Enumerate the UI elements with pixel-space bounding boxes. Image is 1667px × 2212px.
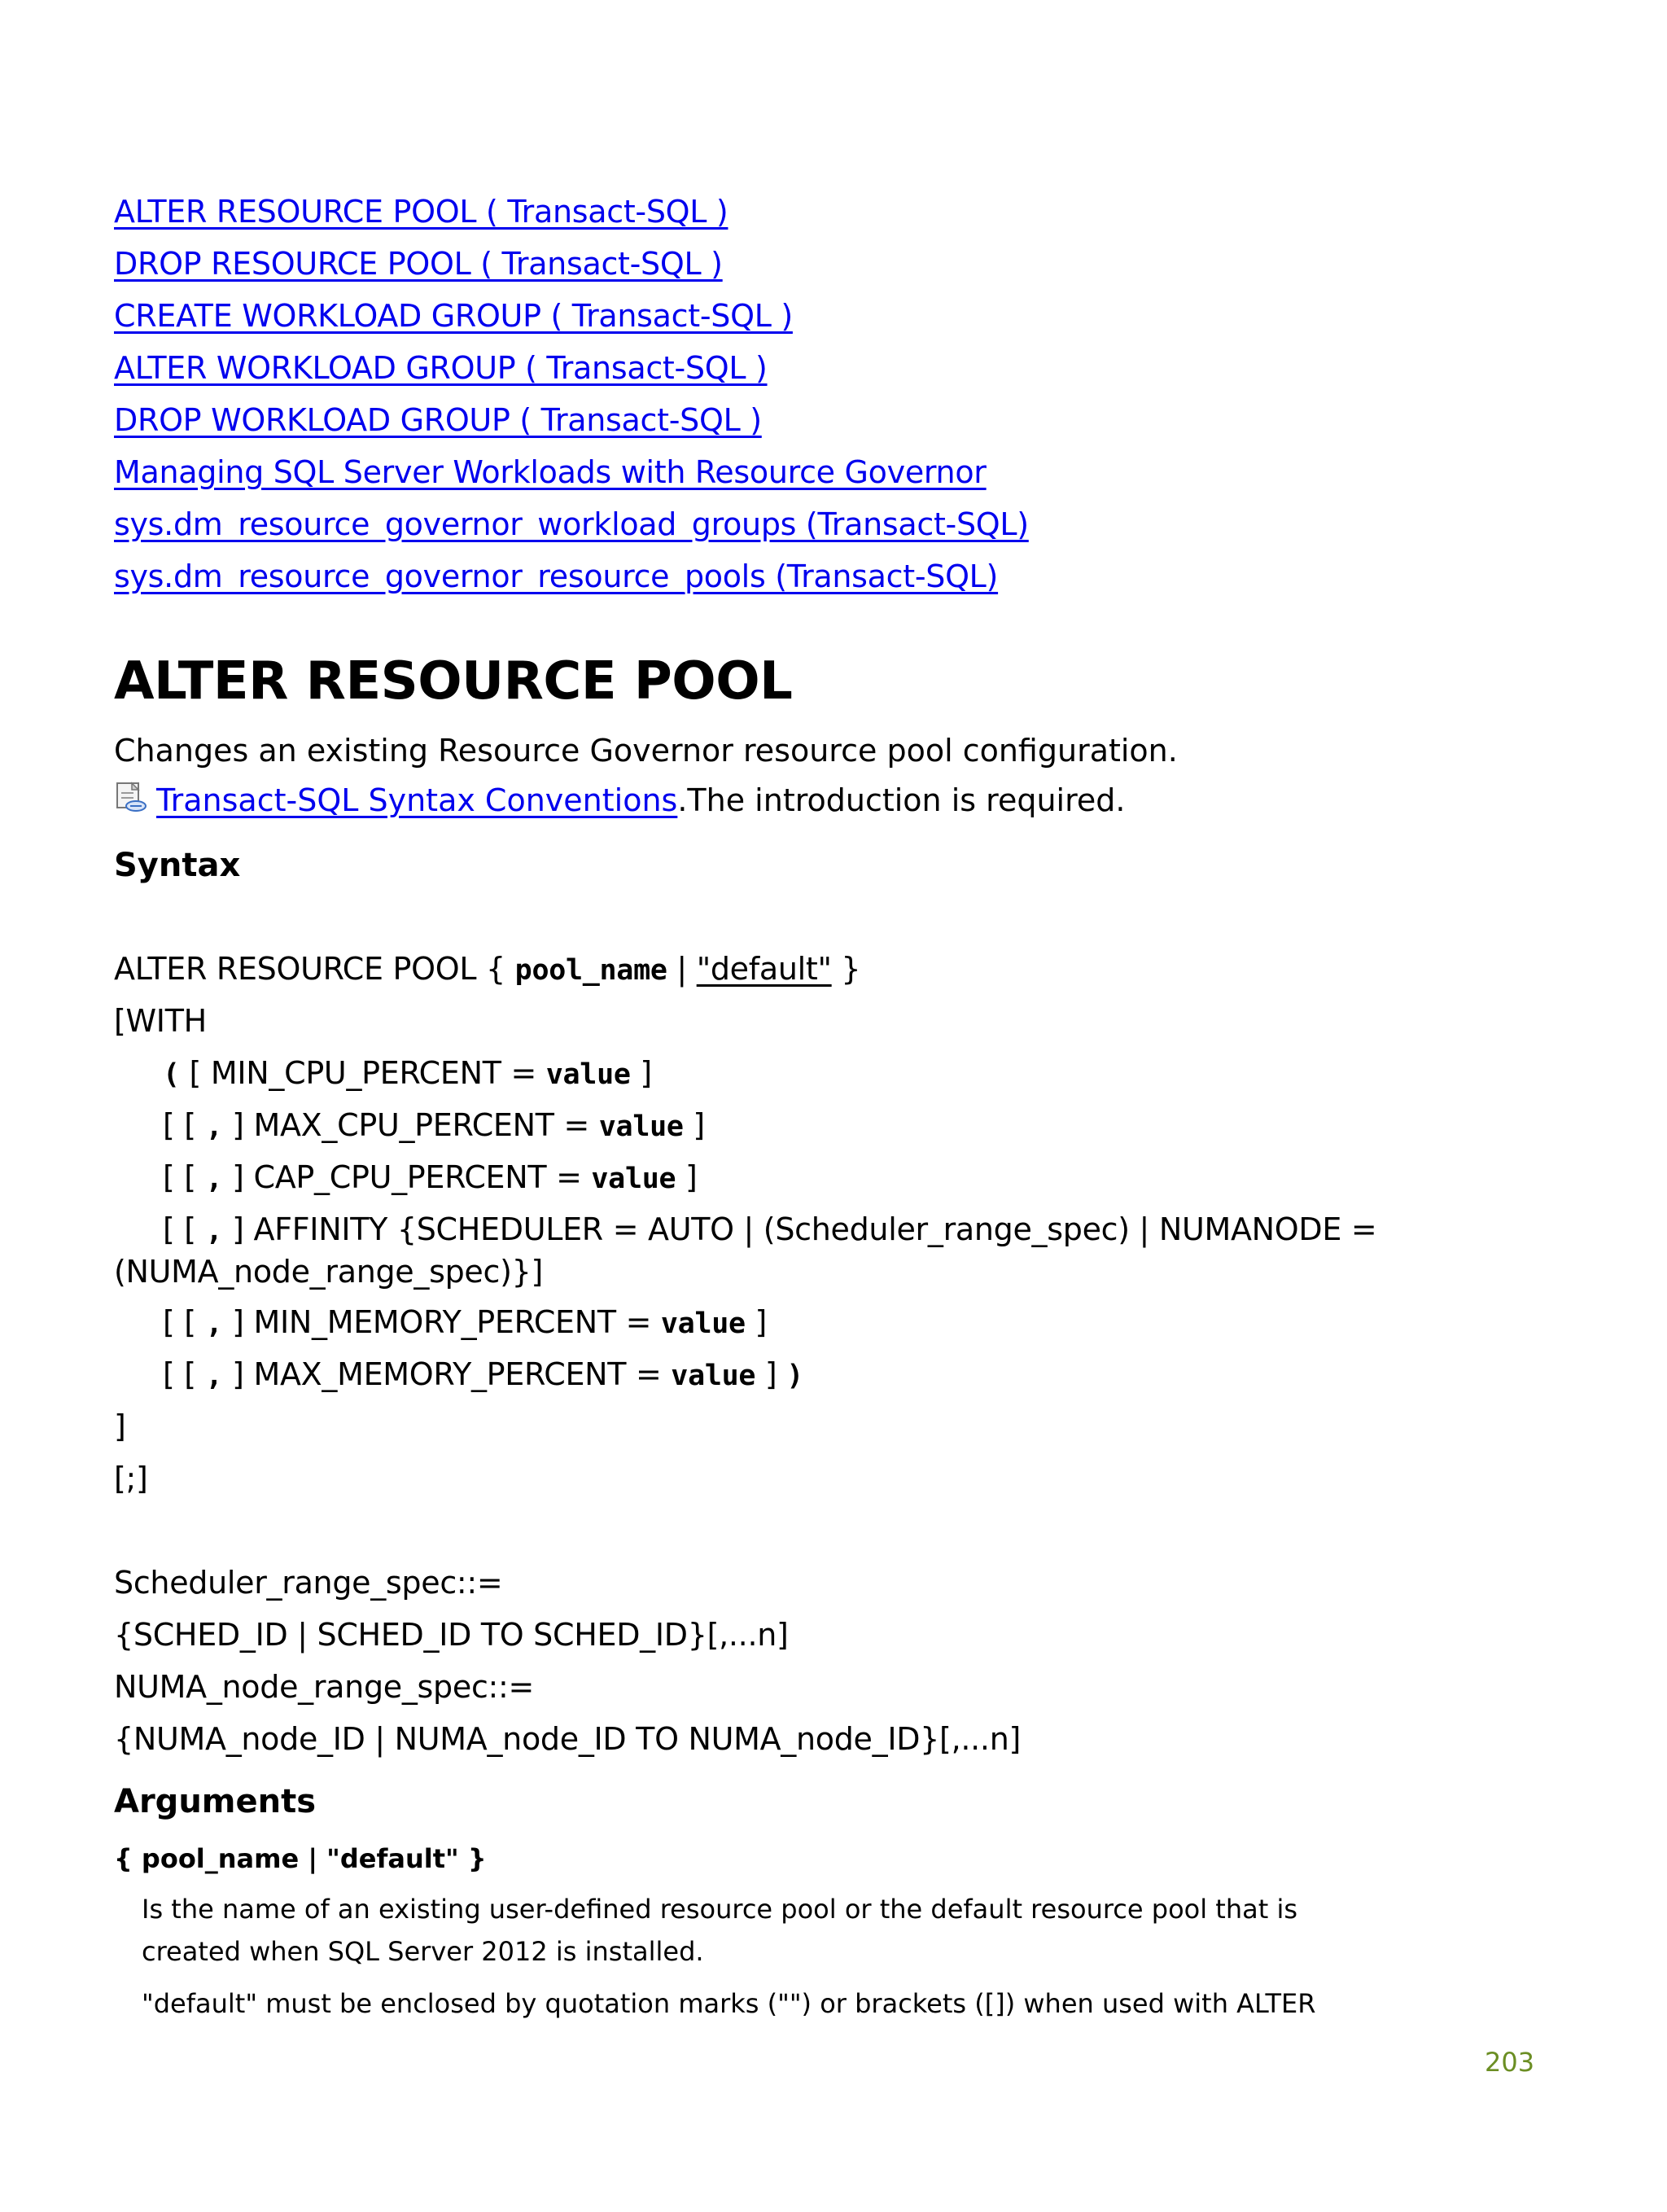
- document-link-icon: [114, 782, 150, 813]
- syntax-text: MAX_MEMORY_PERCENT =: [253, 1356, 672, 1392]
- syntax-text: CAP_CPU_PERCENT =: [253, 1159, 592, 1195]
- syntax-heading: Syntax: [114, 847, 241, 884]
- syntax-code-value: value: [660, 1307, 746, 1340]
- syntax-text: [ [: [163, 1159, 206, 1195]
- syntax-text: ]: [222, 1107, 254, 1143]
- syntax-code-pool-name: pool_name: [514, 954, 667, 987]
- syntax-text: }: [831, 951, 861, 987]
- syntax-code-value: value: [545, 1058, 631, 1091]
- syntax-text: ]: [222, 1211, 254, 1247]
- syntax-scheduler-range-body: {SCHED_ID | SCHED_ID TO SCHED_ID}[,...n]: [114, 1617, 789, 1653]
- syntax-line-6-continued: (NUMA_node_range_spec)}]: [114, 1254, 543, 1290]
- syntax-text: ]: [745, 1304, 768, 1340]
- syntax-code-value: value: [671, 1360, 756, 1392]
- syntax-conventions-line: [114, 782, 1125, 818]
- argument-description-line-2: created when SQL Server 2012 is installed.: [142, 1936, 704, 1967]
- link-managing-workloads[interactable]: Managing SQL Server Workloads with Resource Governor: [114, 454, 987, 490]
- syntax-text: [ [: [163, 1211, 206, 1247]
- link-dm-workload-groups[interactable]: sys.dm_resource_governor_workload_groups (Transact-SQL): [114, 506, 1029, 542]
- syntax-code-comma: ,: [205, 1307, 223, 1340]
- syntax-text: ]: [222, 1159, 254, 1195]
- syntax-line-6: [163, 1211, 1376, 1247]
- syntax-text: [ MIN_CPU_PERCENT =: [179, 1055, 546, 1091]
- syntax-code-value: value: [598, 1110, 684, 1143]
- argument-description-line-1: Is the name of an existing user-defined resource pool or the default resource pool that is: [142, 1894, 1297, 1925]
- page-description: Changes an existing Resource Governor resource pool configuration.: [114, 733, 1178, 769]
- argument-name: { pool_name | "default" }: [114, 1843, 487, 1874]
- syntax-line-8: [163, 1356, 803, 1392]
- syntax-text: [ [: [163, 1356, 206, 1392]
- syntax-line-3: [163, 1055, 652, 1091]
- syntax-numa-range-def: NUMA_node_range_spec::=: [114, 1669, 535, 1705]
- link-alter-resource-pool[interactable]: ALTER RESOURCE POOL ( Transact-SQL ): [114, 194, 728, 230]
- syntax-default-keyword: "default": [696, 951, 832, 987]
- page-title: ALTER RESOURCE POOL: [114, 651, 793, 712]
- syntax-text: [ [: [163, 1107, 206, 1143]
- syntax-line-2: [WITH: [114, 1003, 207, 1039]
- syntax-conventions-link[interactable]: Transact-SQL Syntax Conventions: [156, 782, 678, 818]
- syntax-text: MAX_CPU_PERCENT =: [253, 1107, 599, 1143]
- syntax-line-9: ]: [114, 1408, 126, 1444]
- syntax-line-7: [163, 1304, 767, 1340]
- syntax-line-4: [163, 1107, 705, 1143]
- syntax-text: ]: [755, 1356, 777, 1392]
- syntax-code-comma: ,: [205, 1110, 223, 1143]
- link-alter-workload-group[interactable]: ALTER WORKLOAD GROUP ( Transact-SQL ): [114, 350, 768, 386]
- link-dm-resource-pools[interactable]: sys.dm_resource_governor_resource_pools (Transact-SQL): [114, 558, 999, 594]
- syntax-line-10: [;]: [114, 1461, 148, 1496]
- link-drop-resource-pool[interactable]: DROP RESOURCE POOL ( Transact-SQL ): [114, 246, 723, 282]
- syntax-text: ]: [683, 1107, 705, 1143]
- syntax-text: |: [667, 951, 697, 987]
- syntax-text: ]: [222, 1304, 254, 1340]
- syntax-code-value: value: [591, 1163, 676, 1195]
- link-create-workload-group[interactable]: CREATE WORKLOAD GROUP ( Transact-SQL ): [114, 298, 793, 334]
- syntax-text: ALTER RESOURCE POOL {: [114, 951, 515, 987]
- syntax-text: [ [: [163, 1304, 206, 1340]
- syntax-code-comma: ,: [205, 1163, 223, 1195]
- syntax-scheduler-range-def: Scheduler_range_spec::=: [114, 1565, 503, 1601]
- conventions-suffix: .The introduction is required.: [677, 782, 1126, 818]
- syntax-text: ]: [630, 1055, 652, 1091]
- link-drop-workload-group[interactable]: DROP WORKLOAD GROUP ( Transact-SQL ): [114, 402, 762, 438]
- related-links-list: [114, 189, 1029, 606]
- syntax-code-paren: (: [163, 1058, 180, 1091]
- syntax-code-paren: ): [786, 1360, 804, 1392]
- syntax-code-comma: ,: [205, 1360, 223, 1392]
- syntax-numa-range-body: {NUMA_node_ID | NUMA_node_ID TO NUMA_node_ID}[,...n]: [114, 1721, 1022, 1757]
- syntax-text: MIN_MEMORY_PERCENT =: [253, 1304, 661, 1340]
- syntax-text: AFFINITY {SCHEDULER = AUTO | (Scheduler_range_spec) | NUMANODE =: [253, 1211, 1377, 1247]
- syntax-code-comma: ,: [205, 1215, 223, 1247]
- page-number: 203: [1485, 2047, 1535, 2078]
- syntax-text: ]: [676, 1159, 698, 1195]
- syntax-text: ]: [222, 1356, 254, 1392]
- syntax-line-5: [163, 1159, 698, 1195]
- argument-description-line-3: "default" must be enclosed by quotation marks ("") or brackets ([]) when used with ALTER: [142, 1988, 1316, 2019]
- arguments-heading: Arguments: [114, 1783, 317, 1820]
- syntax-line-1: [114, 951, 860, 987]
